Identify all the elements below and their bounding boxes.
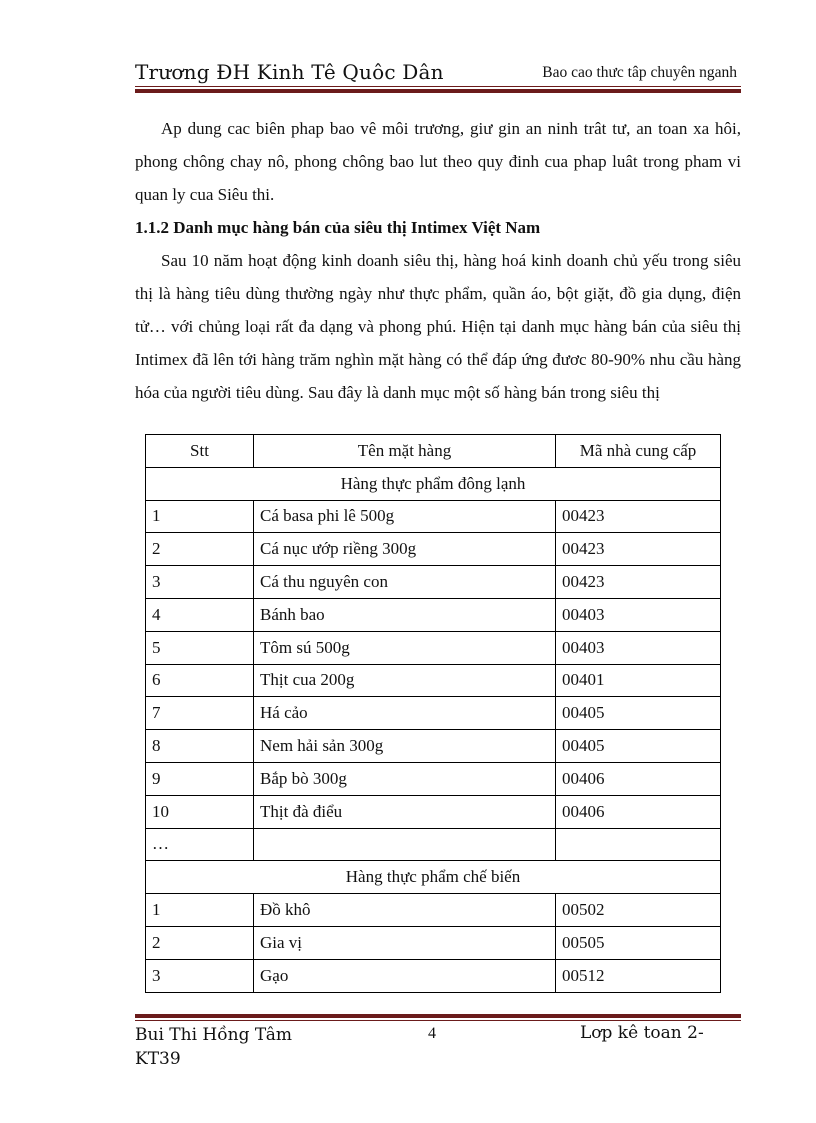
- page-number: 4: [428, 1025, 436, 1042]
- cell-name: Thịt đà điểu: [254, 795, 556, 828]
- cell-name: Đồ khô: [254, 894, 556, 927]
- paragraph-2: Sau 10 năm hoạt động kinh doanh siêu thị, hàng hoá kinh doanh chủ yếu trong siêu thị là hàng tiêu dùng thường ngày như thực phẩm, quần áo, bột giặt, đồ gia dụng, điện tử… với chủng loại rất đa dạng và phong phú. Hiện tại danh mục hàng bán của siêu thị Intimex đã lên tới hàng trăm nghìn mặt hàng có thể đáp ứng đươc 80-90% nhu cầu hàng hóa của người tiêu dùng. Sau đây là danh mục một số hàng bán trong siêu thị: [135, 251, 741, 402]
- cell-supplier: 00423: [556, 533, 721, 566]
- header-rule-thick: [135, 89, 741, 93]
- footer-rule-thin: [135, 1020, 741, 1021]
- cell-stt: 2: [146, 533, 254, 566]
- table-row: [146, 894, 721, 927]
- footer-rule-thick: [135, 1014, 741, 1018]
- table-section-row: [146, 861, 721, 894]
- cell-name: [254, 828, 556, 861]
- table-section-row: [146, 467, 721, 500]
- cell-supplier: [556, 828, 721, 861]
- table-row: [146, 730, 721, 763]
- footer-class: Lơp kê toan 2-: [580, 1023, 704, 1043]
- cell-supplier: 00405: [556, 697, 721, 730]
- header-rule-thin: [135, 86, 741, 87]
- table-row: [146, 697, 721, 730]
- header-report-title: Bao cao thưc tâp chuyên nganh: [542, 64, 737, 81]
- table-row: [146, 795, 721, 828]
- cell-name: Gạo: [254, 959, 556, 992]
- cell-supplier: 00423: [556, 500, 721, 533]
- cell-stt: 4: [146, 598, 254, 631]
- cell-stt: 1: [146, 500, 254, 533]
- body-text: [135, 112, 741, 409]
- cell-name: Há cảo: [254, 697, 556, 730]
- cell-stt: 6: [146, 664, 254, 697]
- table-row: [146, 533, 721, 566]
- table-row: [146, 598, 721, 631]
- cell-stt: 3: [146, 959, 254, 992]
- cell-stt: 5: [146, 631, 254, 664]
- cell-name: Thịt cua 200g: [254, 664, 556, 697]
- table-row: [146, 828, 721, 861]
- table-row: [146, 664, 721, 697]
- cell-stt: 9: [146, 762, 254, 795]
- cell-stt: 1: [146, 894, 254, 927]
- footer-author: [135, 1023, 292, 1071]
- table-row: [146, 566, 721, 599]
- page-header: [135, 58, 741, 88]
- cell-supplier: 00401: [556, 664, 721, 697]
- table-row: [146, 926, 721, 959]
- cell-supplier: 00502: [556, 894, 721, 927]
- goods-table: [145, 434, 721, 993]
- section-heading: 1.1.2 Danh mục hàng bán của siêu thị Intimex Việt Nam: [135, 218, 541, 237]
- cell-stt: 10: [146, 795, 254, 828]
- col-header-supplier: Mã nhà cung cấp: [556, 435, 721, 468]
- cell-supplier: 00512: [556, 959, 721, 992]
- paragraph-1: Ap dung cac biên phap bao vê môi trương, giư gin an ninh trât tư, an toan xa hôi, phong chông chay nô, phong chông bao lut theo quy đinh cua phap luât trong pham vi quan ly cua Siêu thi.: [135, 119, 741, 204]
- col-header-stt: Stt: [146, 435, 254, 468]
- cell-stt: 8: [146, 730, 254, 763]
- cell-supplier: 00403: [556, 598, 721, 631]
- cell-supplier: 00403: [556, 631, 721, 664]
- cell-name: Nem hải sản 300g: [254, 730, 556, 763]
- table-row: [146, 500, 721, 533]
- cell-name: Cá nục ướp riềng 300g: [254, 533, 556, 566]
- cell-stt: 2: [146, 926, 254, 959]
- cell-supplier: 00423: [556, 566, 721, 599]
- cell-stt: 3: [146, 566, 254, 599]
- section-processed-food: Hàng thực phẩm chế biến: [146, 861, 721, 894]
- section-frozen-food: Hàng thực phẩm đông lạnh: [146, 467, 721, 500]
- cell-name: Gia vị: [254, 926, 556, 959]
- cell-stt: 7: [146, 697, 254, 730]
- footer-author-code: KT39: [135, 1049, 181, 1069]
- cell-name: Bắp bò 300g: [254, 762, 556, 795]
- cell-supplier: 00405: [556, 730, 721, 763]
- cell-name: Tôm sú 500g: [254, 631, 556, 664]
- cell-name: Cá basa phi lê 500g: [254, 500, 556, 533]
- table-header-row: [146, 435, 721, 468]
- cell-name: Cá thu nguyên con: [254, 566, 556, 599]
- table-row: [146, 762, 721, 795]
- col-header-name: Tên mặt hàng: [254, 435, 556, 468]
- table-row: [146, 959, 721, 992]
- cell-supplier: 00505: [556, 926, 721, 959]
- header-school: Trương ĐH Kinh Tê Quôc Dân: [135, 60, 444, 84]
- cell-supplier: 00406: [556, 762, 721, 795]
- cell-supplier: 00406: [556, 795, 721, 828]
- table-row: [146, 631, 721, 664]
- footer-author-name: Bui Thi Hồng Tâm: [135, 1025, 292, 1045]
- cell-stt: …: [146, 828, 254, 861]
- cell-name: Bánh bao: [254, 598, 556, 631]
